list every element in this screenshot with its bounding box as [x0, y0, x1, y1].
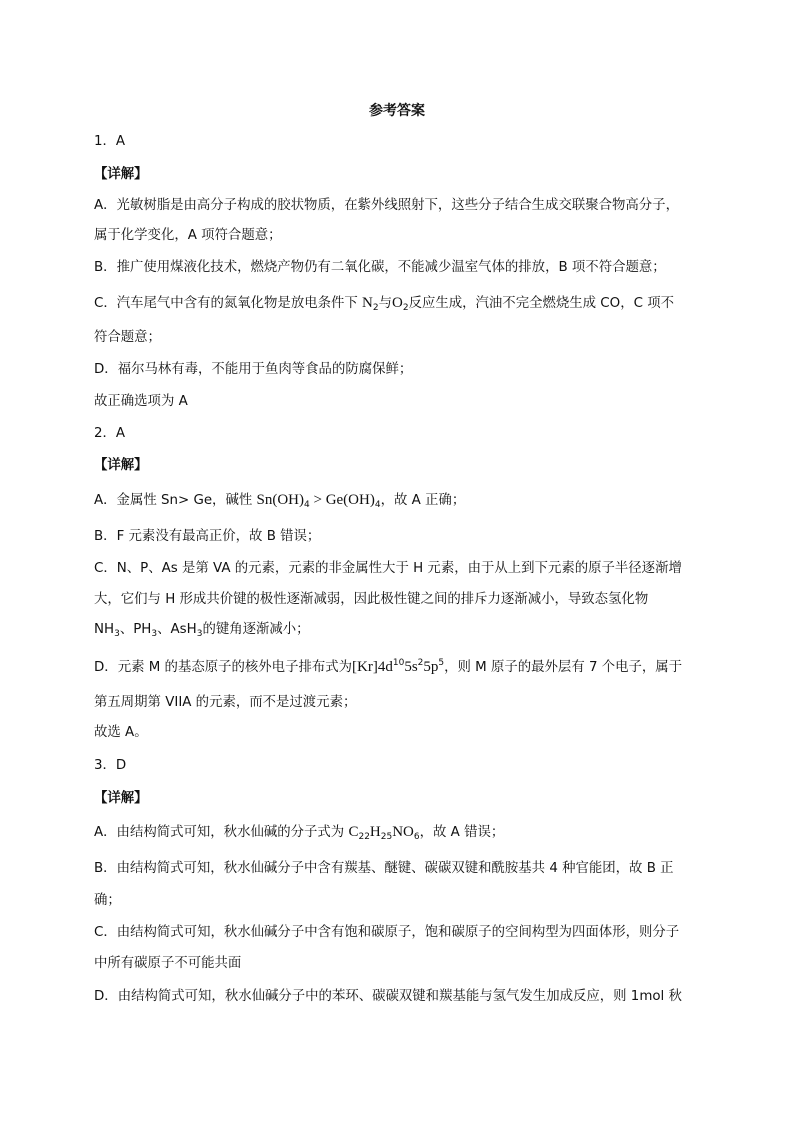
- formula: 5s: [404, 659, 418, 675]
- formula: Sn(OH): [256, 492, 304, 508]
- formula: C: [348, 824, 359, 840]
- subscript: 25: [380, 832, 393, 842]
- formula: NH: [94, 622, 115, 637]
- q2-number: 2．A: [94, 426, 126, 441]
- q3-option-a: [94, 822, 504, 843]
- q2-option-a: [94, 490, 465, 511]
- text-segment: A．由结构简式可知，秋水仙碱的分子式为: [94, 825, 349, 840]
- subscript: 6: [413, 832, 420, 842]
- text-segment: 的键角逐渐减小；: [202, 622, 310, 637]
- q1-option-c-line1: [94, 293, 674, 314]
- q3-option-b-line1: B．由结构简式可知，秋水仙碱分子中含有羰基、醚键、碳碳双键和酰胺基共 4 种官能团，故 B 正: [94, 861, 674, 876]
- formula-o: O: [392, 295, 403, 311]
- text-segment: 反应生成，汽油不完全燃烧生成 CO，C 项不: [408, 296, 674, 311]
- text-segment: ，故 A 错误；: [419, 825, 505, 840]
- text-segment: 与: [378, 296, 392, 311]
- superscript: 5: [438, 658, 445, 668]
- q3-option-c-line1: C．由结构简式可知，秋水仙碱分子中含有饱和碳原子，饱和碳原子的空间构型为四面体形，则分子: [94, 925, 680, 940]
- subscript: 2: [372, 303, 379, 313]
- q2-option-c-line1: C．N、P、As 是第 VA 的元素，元素的非金属性大于 H 元素，由于从上到下元素的原子半径逐渐增: [94, 561, 682, 576]
- q2-option-d-line2: 第五周期第 VIIA 的元素，而不是过渡元素；: [94, 695, 357, 710]
- formula: NO: [392, 824, 414, 840]
- superscript: 10: [392, 658, 405, 668]
- subscript: 4: [304, 500, 310, 510]
- formula: > Ge(OH): [309, 492, 375, 508]
- q2-option-c-line3: [94, 620, 310, 640]
- subscript: 3: [196, 629, 203, 639]
- q1-option-a-line2: 属于化学变化，A 项符合题意；: [94, 228, 282, 243]
- subscript: 3: [114, 629, 120, 639]
- q1-option-d: D．福尔马林有毒，不能用于鱼肉等食品的防腐保鲜；: [94, 362, 413, 377]
- q1-option-c-line2: 符合题意；: [94, 330, 161, 345]
- q3-option-d-line1: D．由结构简式可知，秋水仙碱分子中的苯环、碳碳双键和羰基能与氢气发生加成反应，则 1mol 秋: [94, 989, 682, 1004]
- text-segment: D．元素 M 的基态原子的核外电子排布式为: [94, 660, 353, 675]
- text-segment: ，则 M 原子的最外层有 7 个电子，属于: [444, 660, 683, 675]
- q3-detail-label: 【详解】: [94, 791, 148, 806]
- q2-detail-label: 【详解】: [94, 458, 148, 473]
- q2-option-d-line1: [94, 657, 682, 678]
- formula-n: N: [362, 295, 373, 311]
- q1-detail-label: 【详解】: [94, 167, 148, 182]
- subscript: 22: [358, 832, 370, 842]
- q1-conclusion: 故正确选项为 A: [94, 394, 188, 409]
- formula: 5p: [423, 659, 439, 675]
- subscript: 4: [374, 500, 381, 510]
- q1-option-a-line1: A．光敏树脂是由高分子构成的胶状物质，在紫外线照射下，这些分子结合生成交联聚合物高分子，: [94, 198, 679, 213]
- q2-option-c-line2: 大，它们与 H 形成共价键的极性逐渐减弱，因此极性键之间的排斥力逐渐减小，导致态氢化物: [94, 592, 649, 607]
- q3-option-b-line2: 确；: [94, 893, 121, 908]
- page-title: 参考答案: [369, 103, 425, 119]
- formula: H: [369, 824, 381, 840]
- formula: 、AsH: [157, 622, 197, 637]
- q2-option-b: B．F 元素没有最高正价，故 B 错误；: [94, 529, 321, 544]
- text-segment: C．汽车尾气中含有的氮氧化物是放电条件下: [94, 296, 363, 311]
- q3-option-c-line2: 中所有碳原子不可能共面: [94, 956, 242, 971]
- text-segment: ，故 A 正确；: [380, 493, 466, 508]
- formula: [Kr]4d: [352, 659, 393, 675]
- q1-option-b: B．推广使用煤液化技术，燃烧产物仍有二氧化碳，不能减少温室气体的排放，B 项不符合题意；: [94, 260, 666, 275]
- superscript: 2: [417, 658, 424, 668]
- subscript: 3: [151, 629, 158, 639]
- text-segment: A．金属性 Sn> Ge，碱性: [94, 493, 257, 508]
- q3-number: 3．D: [94, 758, 127, 773]
- q1-number: 1．A: [94, 134, 126, 149]
- formula: 、PH: [119, 622, 152, 637]
- q2-conclusion: 故选 A。: [94, 725, 148, 740]
- subscript: 2: [402, 303, 409, 313]
